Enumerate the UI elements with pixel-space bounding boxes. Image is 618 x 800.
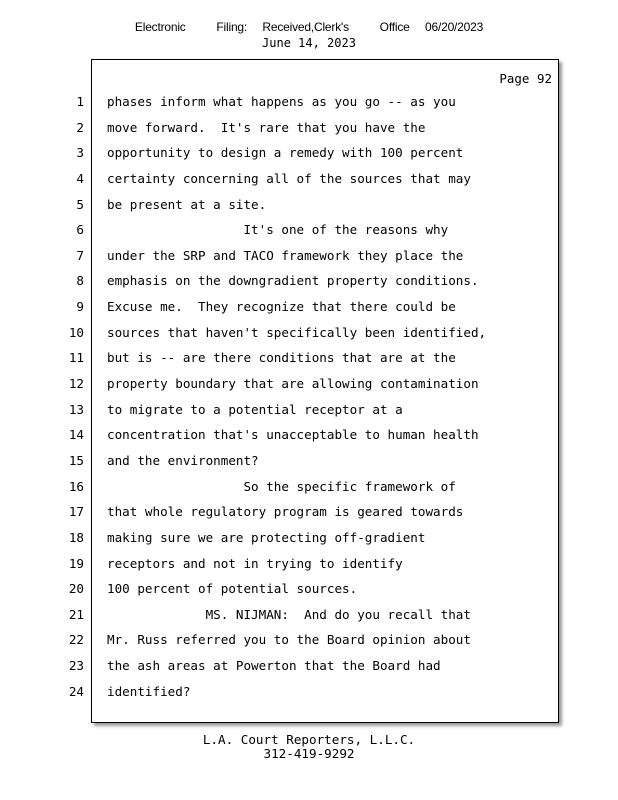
line-text: MS. NIJMAN: And do you recall that — [107, 606, 471, 622]
line-text: certainty concerning all of the sources that may — [107, 170, 471, 186]
line-number: 11 — [68, 350, 84, 366]
line-number: 2 — [76, 119, 84, 135]
transcript-line — [0, 115, 618, 141]
line-number: 21 — [68, 606, 84, 622]
line-number: 4 — [76, 170, 84, 186]
transcript-line — [0, 166, 618, 192]
reporter-phone: 312-419-9292 — [263, 746, 355, 761]
line-text: opportunity to design a remedy with 100 percent — [107, 145, 464, 161]
line-number: 24 — [68, 683, 84, 699]
line-text: and the environment? — [107, 452, 259, 468]
transcript-line — [0, 89, 618, 115]
line-text: It's one of the reasons why — [107, 222, 449, 238]
line-text: move forward. It's rare that you have the — [107, 119, 426, 135]
line-text: making sure we are protecting off-gradient — [107, 529, 426, 545]
transcript-line — [0, 294, 618, 320]
line-text: So the specific framework of — [107, 478, 456, 494]
line-number: 8 — [76, 273, 84, 289]
transcript-line — [0, 345, 618, 371]
line-number: 14 — [68, 427, 84, 443]
reporter-footer — [0, 733, 618, 761]
transcript-line — [0, 320, 618, 346]
transcript-line — [0, 551, 618, 577]
line-number: 3 — [76, 145, 84, 161]
transcript-line — [0, 627, 618, 653]
line-text: property boundary that are allowing contamination — [107, 376, 479, 392]
line-text: that whole regulatory program is geared towards — [107, 504, 464, 520]
transcript-line — [0, 192, 618, 218]
line-text: to migrate to a potential receptor at a — [107, 401, 403, 417]
line-number: 1 — [76, 94, 84, 109]
line-number: 16 — [68, 478, 84, 494]
line-number: 15 — [68, 452, 84, 468]
transcript-lines — [0, 89, 618, 704]
transcript-line — [0, 243, 618, 269]
transcript-line — [0, 499, 618, 525]
line-number: 7 — [76, 247, 84, 263]
transcript-line — [0, 474, 618, 500]
line-number: 12 — [68, 376, 84, 392]
transcript-line — [0, 679, 618, 705]
line-text: 100 percent of potential sources. — [107, 581, 358, 597]
transcript-line — [0, 217, 618, 243]
line-text: Mr. Russ referred you to the Board opinion about — [107, 632, 471, 648]
transcript-line — [0, 602, 618, 628]
filing-stamp: Electronic Filing: Received,Clerk's Office 06/20/2023 — [134, 20, 484, 34]
line-text: concentration that's unacceptable to human health — [107, 427, 479, 443]
transcript-line — [0, 397, 618, 423]
line-number: 18 — [68, 529, 84, 545]
transcript-line — [0, 448, 618, 474]
line-number: 20 — [68, 581, 84, 597]
line-number: 9 — [76, 299, 84, 315]
line-text: under the SRP and TACO framework they place the — [107, 247, 464, 263]
line-number: 5 — [76, 196, 84, 212]
line-text: the ash areas at Powerton that the Board had — [107, 658, 441, 674]
transcript-line — [0, 268, 618, 294]
transcript-line — [0, 140, 618, 166]
line-number: 13 — [68, 401, 84, 417]
transcript-line — [0, 525, 618, 551]
transcript-line — [0, 422, 618, 448]
line-number: 17 — [68, 504, 84, 520]
line-text: Excuse me. They recognize that there could be — [107, 299, 456, 315]
line-text: emphasis on the downgradient property conditions. — [107, 273, 479, 289]
line-number: 19 — [68, 555, 84, 571]
line-number: 23 — [68, 658, 84, 674]
line-text: receptors and not in trying to identify — [107, 555, 403, 571]
hearing-date: June 14, 2023 — [262, 36, 356, 50]
line-text: identified? — [107, 683, 191, 699]
page-number: Page 92 — [499, 71, 552, 86]
line-text: sources that haven't specifically been identified, — [107, 324, 487, 340]
line-number: 6 — [76, 222, 84, 238]
transcript-line — [0, 371, 618, 397]
transcript-line — [0, 576, 618, 602]
transcript-line — [0, 653, 618, 679]
line-text: but is -- are there conditions that are at the — [107, 350, 456, 366]
line-number: 10 — [68, 324, 84, 340]
line-number: 22 — [68, 632, 84, 648]
line-text: be present at a site. — [107, 196, 267, 212]
reporter-company: L.A. Court Reporters, L.L.C. — [202, 732, 416, 747]
line-text: phases inform what happens as you go -- as you — [107, 94, 456, 109]
